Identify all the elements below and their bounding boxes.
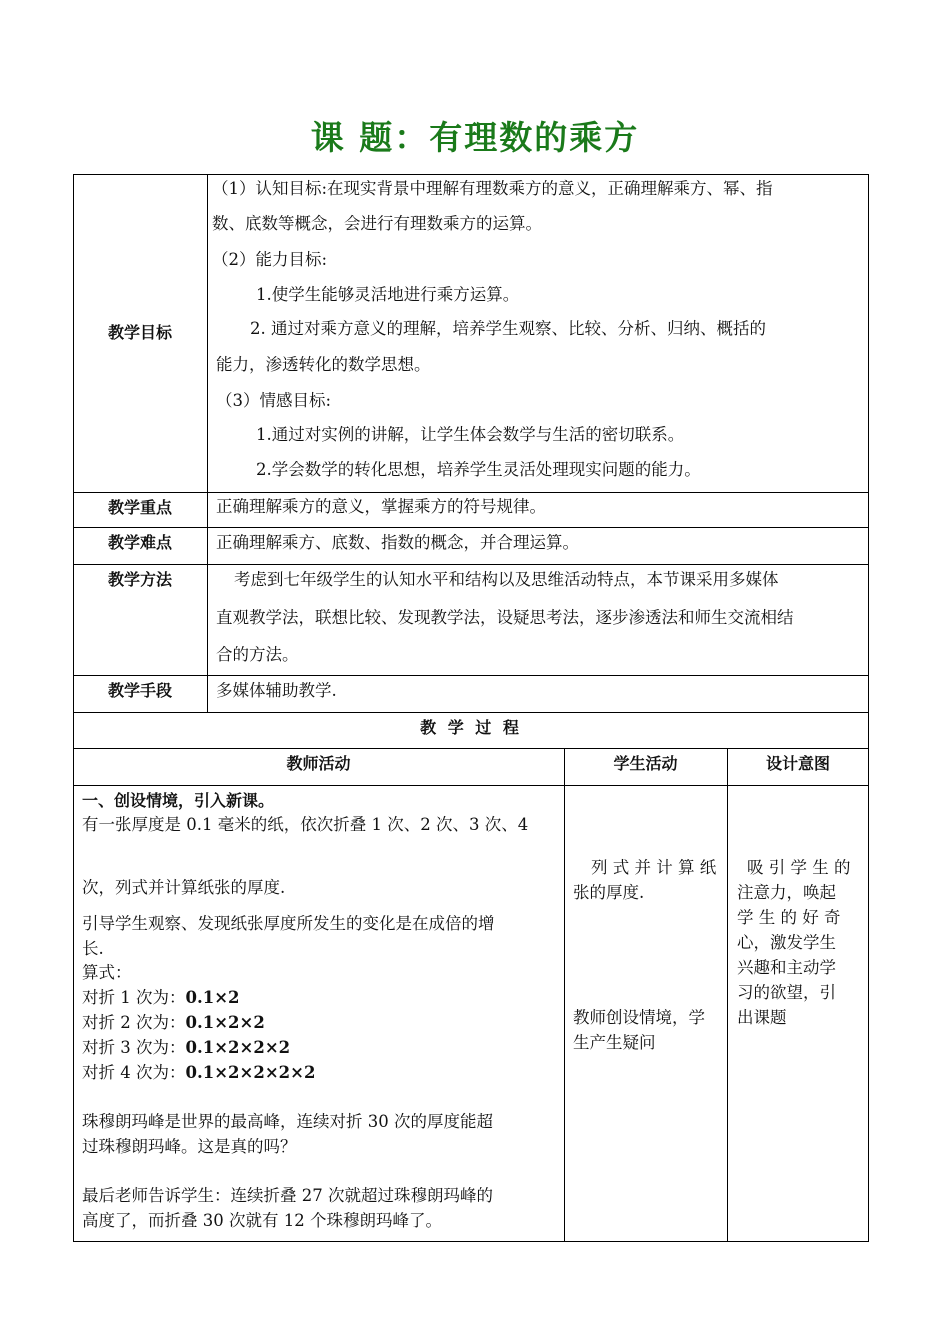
table-divider	[564, 748, 565, 1242]
teacher-text: 有一张厚度是 0.1 毫米的纸，依次折叠 1 次、2 次、3 次、4	[82, 815, 529, 834]
table-divider	[73, 564, 869, 565]
goal-line: 1.通过对实例的讲解，让学生体会数学与生活的密切联系。	[256, 425, 685, 444]
row-label-method: 教学方法	[107, 570, 172, 589]
intent-text: 学 生 的 好 奇	[737, 908, 841, 927]
page-title: 课 题：有理数的乘方	[310, 118, 640, 157]
method-line: 合的方法。	[216, 645, 299, 664]
fold-row	[82, 988, 240, 1008]
student-text: 生产生疑问	[573, 1033, 656, 1052]
fold-label: 对折 4 次为：	[82, 1063, 186, 1082]
goal-line: 能力，渗透转化的数学思想。	[216, 355, 431, 374]
teacher-text: 高度了，而折叠 30 次就有 12 个珠穆朗玛峰了。	[82, 1211, 442, 1230]
column-header-intent: 设计意图	[765, 754, 830, 773]
key-points-text: 正确理解乘方的意义，掌握乘方的符号规律。	[216, 497, 546, 516]
goal-line: 2. 通过对乘方意义的理解，培养学生观察、比较、分析、归纳、概括的	[250, 319, 766, 338]
table-divider	[73, 527, 869, 528]
teacher-text: 过珠穆朗玛峰。这是真的吗？	[82, 1137, 297, 1156]
method-line: 直观教学法，联想比较、发现教学法，设疑思考法，逐步渗透法和师生交流相结	[216, 608, 794, 627]
table-divider	[727, 748, 728, 1242]
fold-label: 对折 3 次为：	[82, 1038, 186, 1057]
table-divider	[73, 785, 869, 786]
goal-line: （1）认知目标:在现实背景中理解有理数乘方的意义，正确理解乘方、幂、指	[212, 179, 773, 198]
difficulties-text: 正确理解乘方、底数、指数的概念，并合理运算。	[216, 533, 579, 552]
method-line: 考虑到七年级学生的认知水平和结构以及思维活动特点，本节课采用多媒体	[234, 570, 779, 589]
student-text: 教师创设情境，学	[573, 1008, 705, 1027]
intent-text: 出课题	[737, 1008, 787, 1027]
fold-row	[82, 1063, 315, 1083]
fold-expression: 0.1×2×2	[185, 1013, 265, 1032]
goal-line: （3）情感目标:	[216, 391, 332, 410]
table-divider	[73, 492, 869, 493]
intent-text: 吸 引 学 生 的	[747, 858, 851, 877]
fold-expression: 0.1×2	[185, 988, 240, 1007]
goal-line: 1.使学生能够灵活地进行乘方运算。	[256, 285, 520, 304]
row-label-goals: 教学目标	[107, 323, 172, 342]
process-title: 教 学 过 程	[420, 718, 522, 737]
formula-label: 算式：	[82, 963, 132, 982]
teacher-text: 引导学生观察、发现纸张厚度所发生的变化是在成倍的增	[82, 914, 495, 933]
row-label-key-points: 教学重点	[107, 498, 172, 517]
column-header-teacher: 教师活动	[286, 754, 351, 773]
teacher-text: 长.	[82, 939, 104, 958]
column-header-student: 学生活动	[613, 754, 678, 773]
student-text: 张的厚度.	[573, 883, 645, 902]
student-text: 列 式 并 计 算 纸	[591, 858, 717, 877]
row-label-means: 教学手段	[107, 681, 172, 700]
fold-row	[82, 1013, 265, 1033]
teacher-text: 珠穆朗玛峰是世界的最高峰，连续对折 30 次的厚度能超	[82, 1112, 493, 1131]
section-heading: 一、创设情境，引入新课。	[82, 791, 275, 810]
goal-line: 2.学会数学的转化思想，培养学生灵活处理现实问题的能力。	[256, 460, 701, 479]
fold-row	[82, 1038, 290, 1058]
table-divider	[207, 174, 208, 712]
intent-text: 兴趣和主动学	[737, 958, 836, 977]
intent-text: 心，激发学生	[737, 933, 836, 952]
goal-line: 数、底数等概念，会进行有理数乘方的运算。	[212, 214, 542, 233]
fold-expression: 0.1×2×2×2	[185, 1038, 291, 1057]
teacher-text: 次，列式并计算纸张的厚度.	[82, 878, 286, 897]
fold-expression: 0.1×2×2×2×2	[185, 1063, 316, 1082]
intent-text: 注意力，唤起	[737, 883, 836, 902]
goal-line: （2）能力目标:	[212, 250, 328, 269]
teacher-text: 最后老师告诉学生：连续折叠 27 次就超过珠穆朗玛峰的	[82, 1186, 493, 1205]
table-divider	[73, 712, 869, 713]
table-divider	[73, 748, 869, 749]
means-text: 多媒体辅助教学.	[216, 681, 337, 700]
fold-label: 对折 2 次为：	[82, 1013, 186, 1032]
fold-label: 对折 1 次为：	[82, 988, 186, 1007]
intent-text: 习的欲望，引	[737, 983, 836, 1002]
table-divider	[73, 675, 869, 676]
row-label-difficulties: 教学难点	[107, 533, 172, 552]
